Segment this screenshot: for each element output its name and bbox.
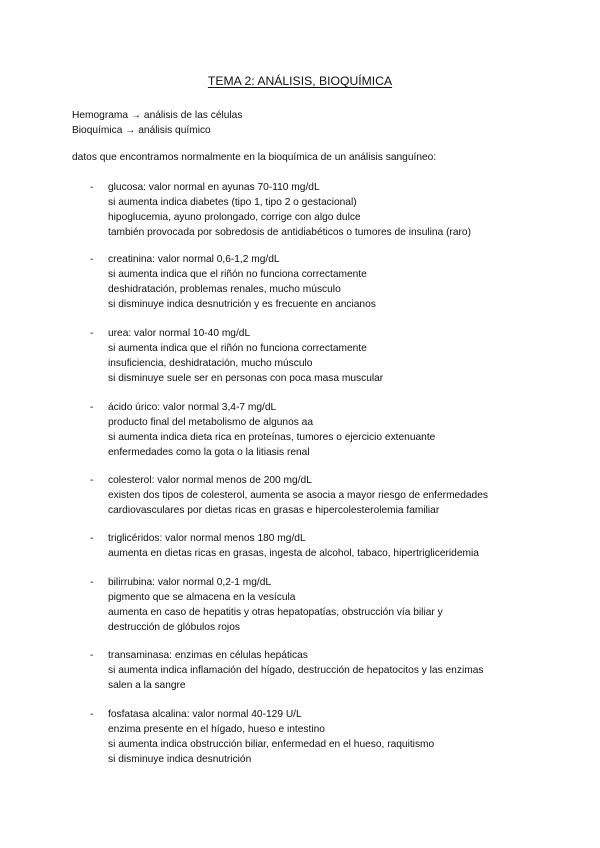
item-line: urea: valor normal 10-40 mg/dL bbox=[108, 328, 251, 339]
item-line: creatinina: valor normal 0,6-1,2 mg/dL bbox=[108, 254, 280, 265]
item-line: deshidratación, problemas renales, mucho músculo bbox=[108, 284, 341, 295]
item-line: colesterol: valor normal menos de 200 mg/dL bbox=[108, 475, 312, 486]
bullet-dash: - bbox=[90, 402, 94, 413]
item-line: bilirrubina: valor normal 0,2-1 mg/dL bbox=[108, 577, 272, 588]
bullet-dash: - bbox=[90, 533, 94, 544]
item-line: si aumenta indica que el riñón no funciona correctamente bbox=[108, 343, 367, 354]
bullet-dash: - bbox=[90, 328, 94, 339]
item-line: si aumenta indica diabetes (tipo 1, tipo 2 o gestacional) bbox=[108, 197, 357, 208]
item-line: salen a la sangre bbox=[108, 680, 186, 691]
list-item-content bbox=[108, 326, 538, 386]
item-line: insuficiencia, deshidratación, mucho músculo bbox=[108, 358, 313, 369]
item-line: si disminuye indica desnutrición y es frecuente en ancianos bbox=[108, 299, 376, 310]
item-line: producto final del metabolismo de algunos aa bbox=[108, 417, 314, 428]
list-item-content bbox=[108, 575, 538, 635]
intro-line-bioquimica: Bioquímica → análisis químico bbox=[72, 125, 211, 136]
lead-paragraph: datos que encontramos normalmente en la bioquímica de un análisis sanguíneo: bbox=[72, 152, 437, 163]
item-line: enfermedades como la gota o la litiasis renal bbox=[108, 447, 310, 458]
bullet-dash: - bbox=[90, 475, 94, 486]
bullet-dash: - bbox=[90, 709, 94, 720]
bullet-dash: - bbox=[90, 650, 94, 661]
list-item-content bbox=[108, 648, 538, 693]
list-item-content bbox=[108, 400, 538, 460]
item-line: transaminasa: enzimas en células hepáticas bbox=[108, 650, 308, 661]
page-title: TEMA 2: ANÁLISIS, BIOQUÍMICA bbox=[207, 74, 393, 88]
intro-line-hemograma: Hemograma → análisis de las células bbox=[72, 110, 243, 121]
item-line: existen dos tipos de colesterol, aumenta se asocia a mayor riesgo de enfermedades bbox=[108, 490, 488, 501]
item-line: pigmento que se almacena en la vesícula bbox=[108, 592, 296, 603]
item-line: si aumenta indica inflamación del hígado, destrucción de hepatocitos y las enzimas bbox=[108, 665, 484, 676]
item-line: si aumenta indica que el riñón no funciona correctamente bbox=[108, 269, 367, 280]
item-line: glucosa: valor normal en ayunas 70-110 mg/dL bbox=[108, 182, 320, 193]
item-line: si disminuye indica desnutrición bbox=[108, 754, 252, 765]
item-line: si disminuye suele ser en personas con poca masa muscular bbox=[108, 373, 384, 384]
item-line: triglicéridos: valor normal menos 180 mg/dL bbox=[108, 533, 306, 544]
list-item-content bbox=[108, 252, 538, 312]
item-line: si aumenta indica obstrucción biliar, enfermedad en el hueso, raquitismo bbox=[108, 739, 435, 750]
item-line: enzima presente en el hígado, hueso e intestino bbox=[108, 724, 325, 735]
list-item-content bbox=[108, 473, 538, 518]
list-item-content bbox=[108, 180, 538, 240]
item-line: aumenta en caso de hepatitis y otras hepatopatías, obstrucción vía biliar y bbox=[108, 607, 443, 618]
item-line: cardiovasculares por dietas ricas en grasas e hipercolesterolemia familiar bbox=[108, 505, 440, 516]
item-line: fosfatasa alcalina: valor normal 40-129 U/L bbox=[108, 709, 302, 720]
item-line: ácido úrico: valor normal 3,4-7 mg/dL bbox=[108, 402, 277, 413]
intro-block bbox=[72, 108, 542, 138]
item-line: aumenta en dietas ricas en grasas, ingesta de alcohol, tabaco, hipertrigliceridemia bbox=[108, 548, 479, 559]
list-item-content bbox=[108, 707, 538, 767]
bullet-dash: - bbox=[90, 577, 94, 588]
item-line: si aumenta indica dieta rica en proteínas, tumores o ejercicio extenuante bbox=[108, 432, 436, 443]
list-item-content bbox=[108, 531, 538, 561]
item-line: también provocada por sobredosis de antidiabéticos o tumores de insulina (raro) bbox=[108, 227, 471, 238]
item-line: destrucción de glóbulos rojos bbox=[108, 622, 240, 633]
item-line: hipoglucemia, ayuno prolongado, corrige con algo dulce bbox=[108, 212, 361, 223]
bullet-dash: - bbox=[90, 182, 94, 193]
bullet-dash: - bbox=[90, 254, 94, 265]
